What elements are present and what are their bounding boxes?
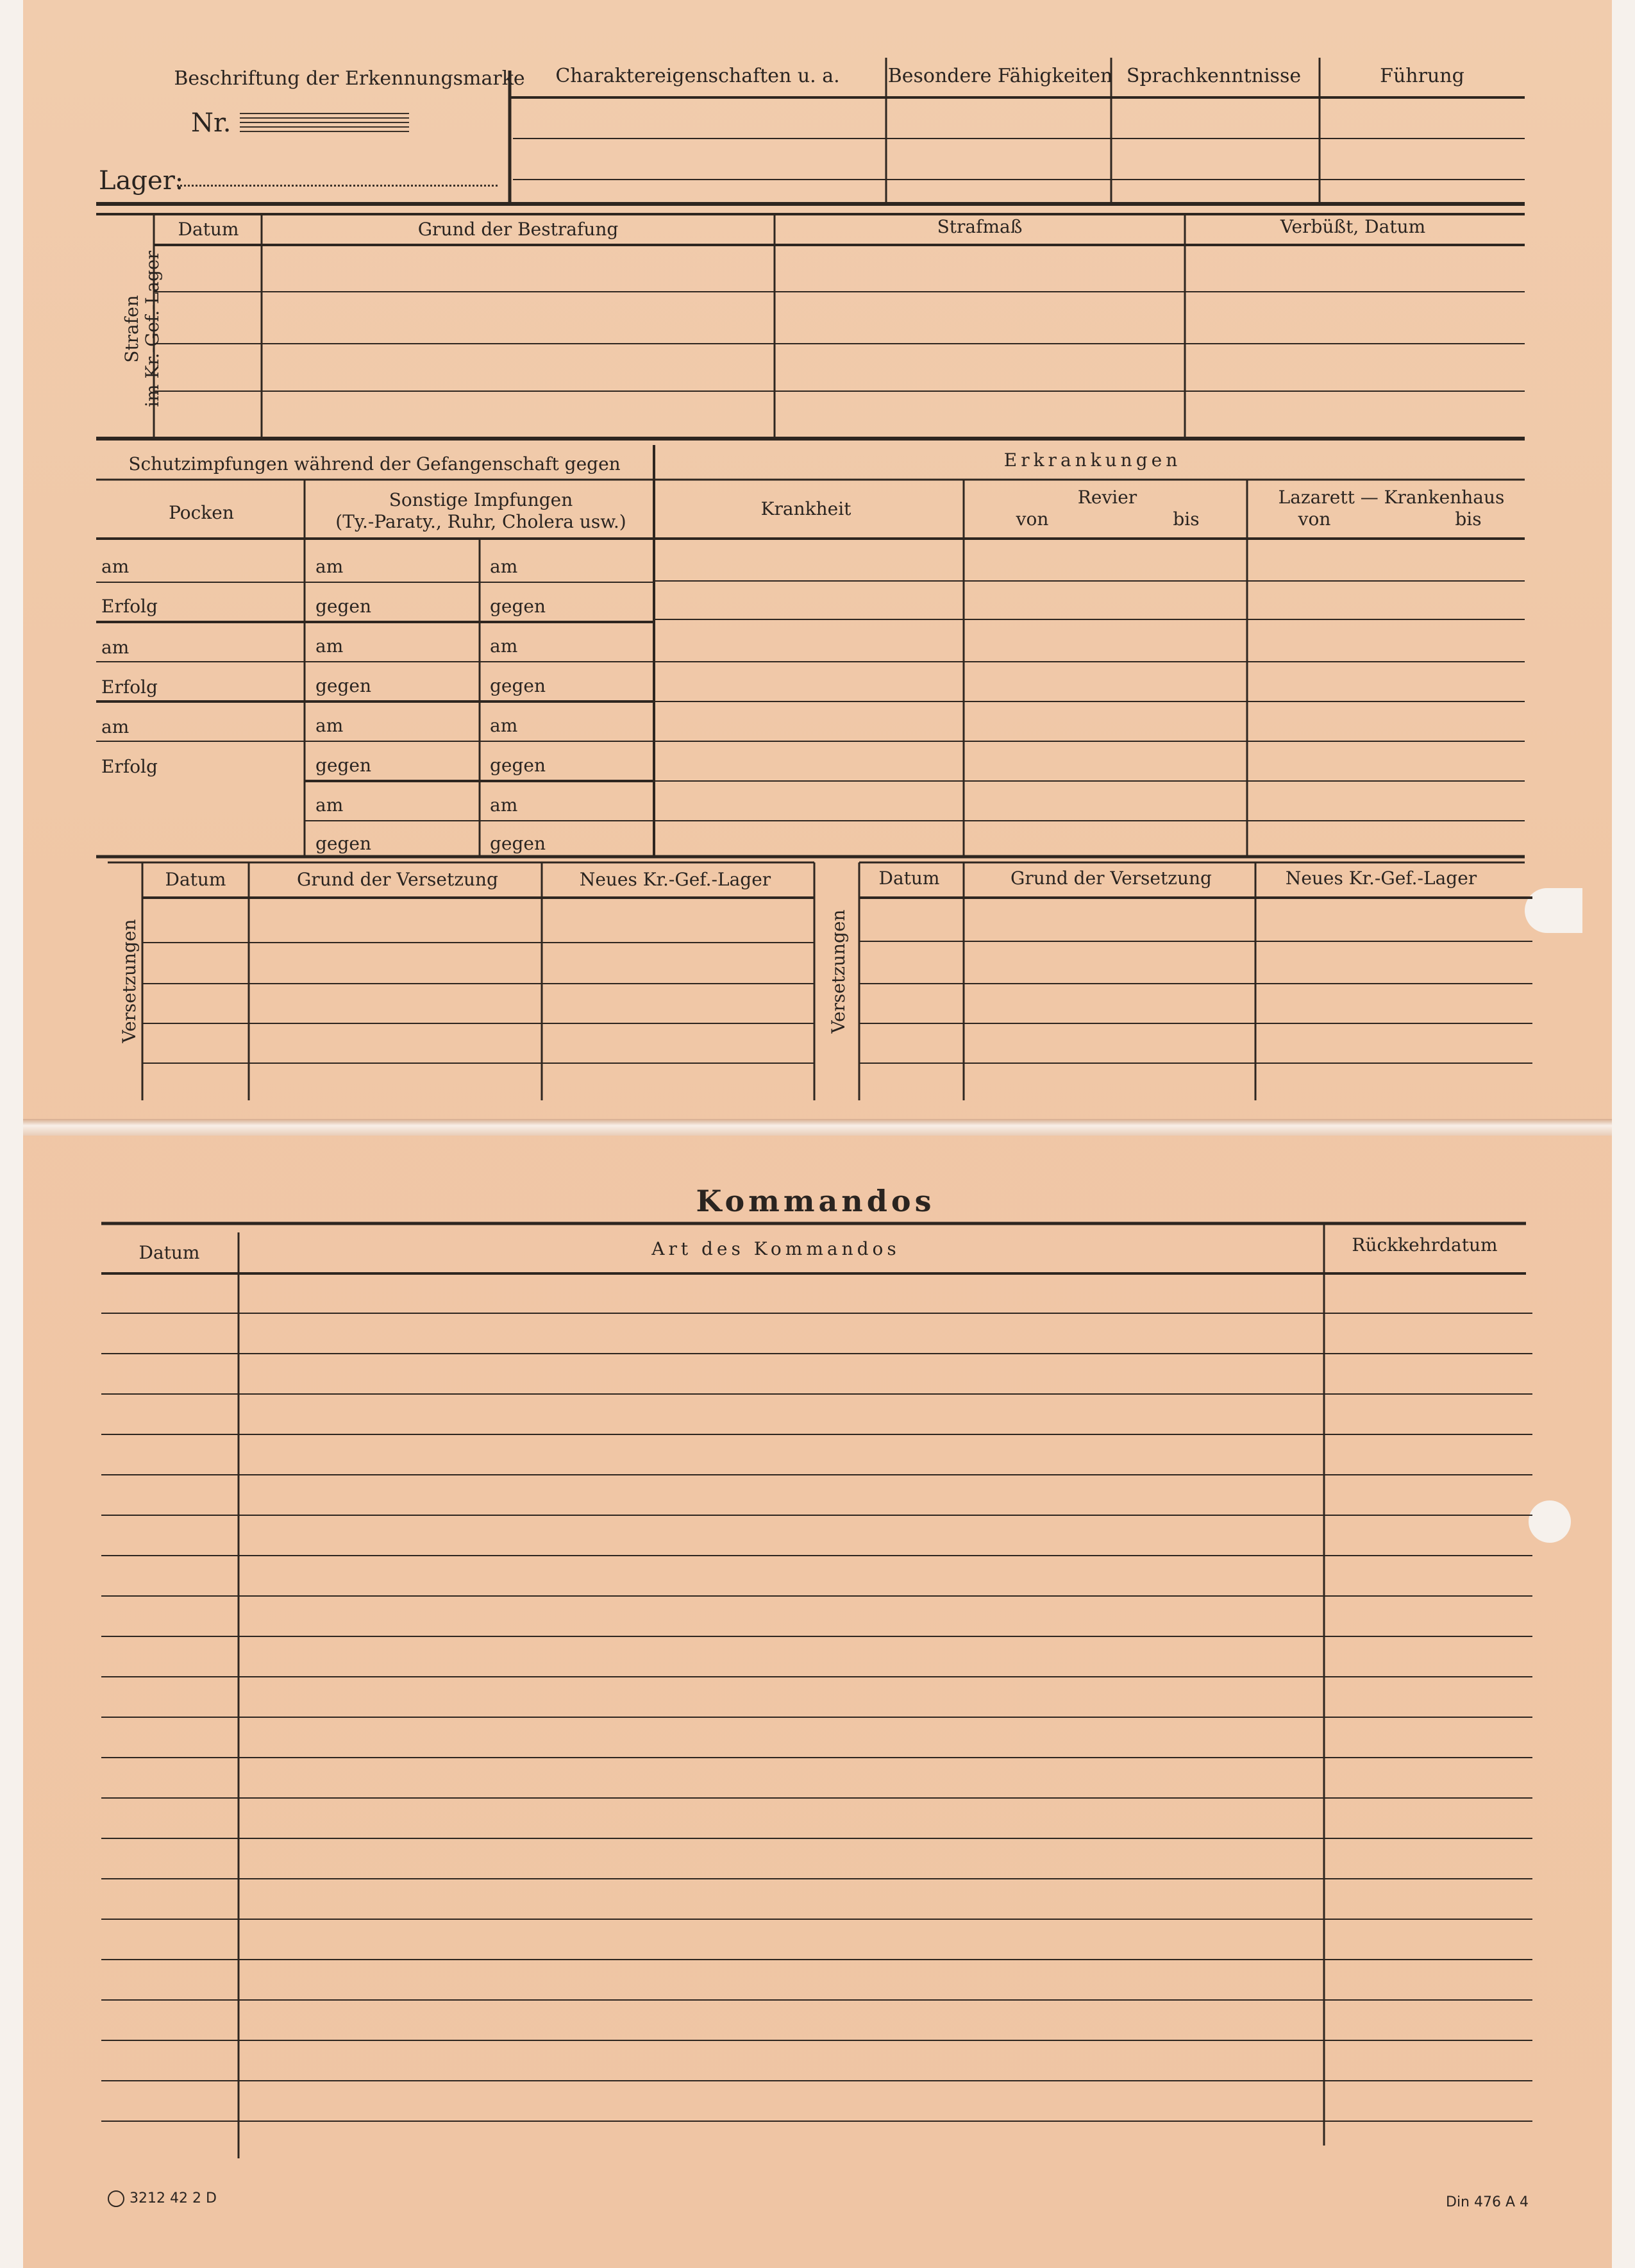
versetzung-right-grund-header: Grund der Versetzung <box>1010 868 1212 889</box>
kommandos-art-header: Art des Kommandos <box>651 1238 900 1259</box>
sprachen-header: Sprachkenntnisse <box>1126 65 1302 87</box>
strafen-datum-header: Datum <box>178 219 239 240</box>
lager-field[interactable] <box>177 185 498 187</box>
sonstige-a-gegen-1: gegen <box>315 596 372 617</box>
seal-icon <box>108 2190 124 2207</box>
pocken-erfolg-1: Erfolg <box>101 596 158 617</box>
nr-label: Nr. <box>191 108 231 138</box>
erkrankungen-header: Erkrankungen <box>1003 449 1182 471</box>
strafen-grund-header: Grund der Bestrafung <box>417 219 619 240</box>
pocken-erfolg-3: Erfolg <box>101 756 158 777</box>
sonstige-a-gegen-4: gegen <box>315 833 372 854</box>
revier-von: von <box>1016 508 1049 530</box>
revier-header: Revier <box>1077 487 1137 508</box>
versetzung-right-lager-header: Neues Kr.-Gef.-Lager <box>1285 868 1477 889</box>
sonstige-header: Sonstige Impfungen <box>389 489 573 510</box>
kommandos-rueckkehr-header: Rückkehrdatum <box>1352 1234 1498 1256</box>
versetzungen-side-label-right: Versetzungen <box>828 909 849 1034</box>
revier-bis: bis <box>1173 508 1200 530</box>
lager-label: Lager: <box>99 166 184 196</box>
print-code: 3212 42 2 D <box>108 2190 217 2207</box>
sonstige-a-gegen-2: gegen <box>315 675 372 696</box>
kommandos-title: Kommandos <box>696 1184 935 1218</box>
beschriftung-label: Beschriftung der Erkennungsmarke <box>174 67 525 90</box>
pocken-am-1: am <box>101 556 130 577</box>
strafen-side-label: Strafen im Kr.-Gef.-Lager <box>121 251 164 407</box>
sonstige-b-am-2: am <box>490 635 518 657</box>
sonstige-a-am-3: am <box>315 715 344 736</box>
pocken-am-3: am <box>101 716 130 737</box>
sonstige-b-gegen-2: gegen <box>490 675 546 696</box>
sonstige-b-gegen-1: gegen <box>490 596 546 617</box>
versetzungen-side-label-left: Versetzungen <box>119 919 140 1043</box>
pocken-am-2: am <box>101 637 130 658</box>
versetzung-left-datum-header: Datum <box>165 869 226 890</box>
strafmass-header: Strafmaß <box>937 216 1023 237</box>
sonstige-subheader: (Ty.-Paraty., Ruhr, Cholera usw.) <box>335 511 626 532</box>
pocken-header: Pocken <box>169 502 234 523</box>
krankheit-header: Krankheit <box>760 498 851 519</box>
pocken-erfolg-2: Erfolg <box>101 676 158 698</box>
charakter-header: Charaktereigenschaften u. a. <box>555 65 840 87</box>
faehigkeiten-header: Besondere Fähigkeiten <box>887 65 1113 87</box>
versetzung-left-grund-header: Grund der Versetzung <box>297 869 498 890</box>
lazarett-bis: bis <box>1455 508 1482 530</box>
versetzung-right-datum-header: Datum <box>878 868 940 889</box>
lazarett-header: Lazarett — Krankenhaus <box>1278 487 1505 508</box>
sonstige-b-am-4: am <box>490 794 518 816</box>
sonstige-a-am-4: am <box>315 794 344 816</box>
kommandos-datum-header: Datum <box>138 1242 200 1263</box>
din-code: Din 476 A 4 <box>1446 2194 1529 2210</box>
sonstige-a-am-1: am <box>315 556 344 577</box>
impfungen-header: Schutzimpfungen während der Gefangenschaft gegen <box>128 453 621 475</box>
sonstige-b-gegen-3: gegen <box>490 755 546 776</box>
sonstige-a-am-2: am <box>315 635 344 657</box>
nr-field[interactable] <box>240 113 409 132</box>
sonstige-b-am-1: am <box>490 556 518 577</box>
sonstige-b-gegen-4: gegen <box>490 833 546 854</box>
lazarett-von: von <box>1298 508 1331 530</box>
fuehrung-header: Führung <box>1380 65 1464 87</box>
versetzung-left-lager-header: Neues Kr.-Gef.-Lager <box>579 869 771 890</box>
verbuesst-header: Verbüßt, Datum <box>1280 216 1426 237</box>
sonstige-b-am-3: am <box>490 715 518 736</box>
sonstige-a-gegen-3: gegen <box>315 755 372 776</box>
